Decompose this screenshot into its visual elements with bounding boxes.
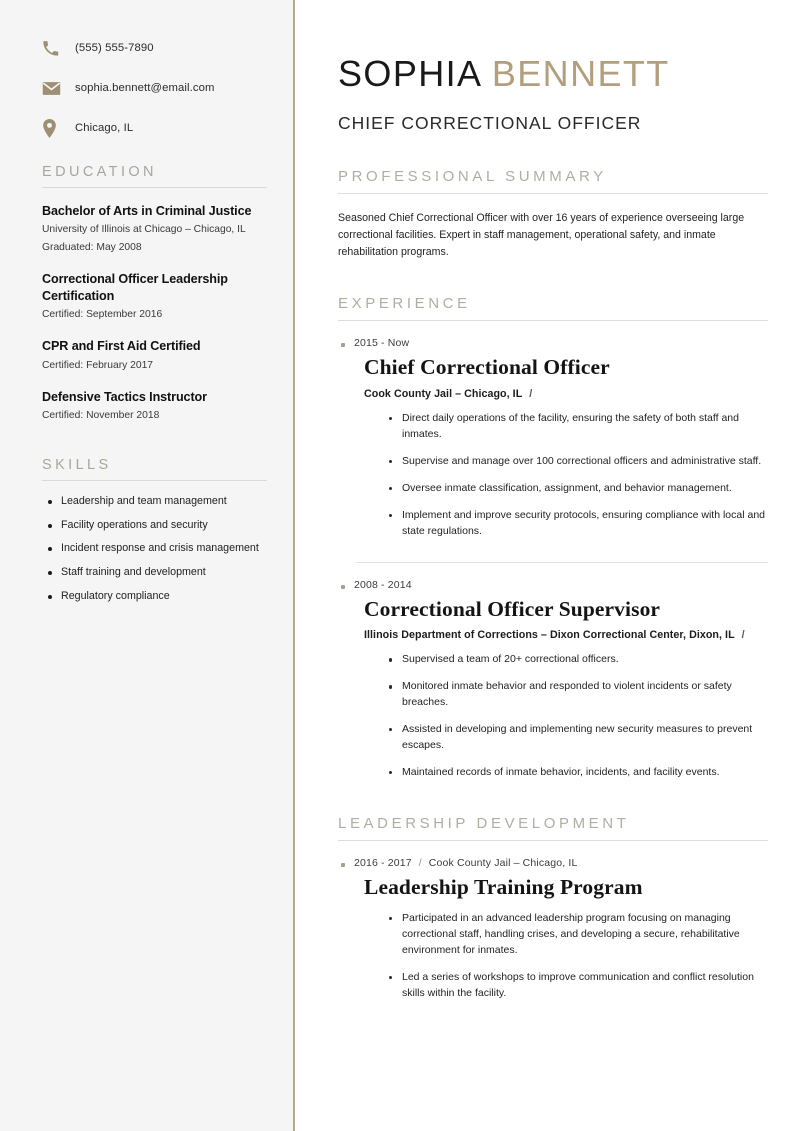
- education-date: Certified: November 2018: [42, 410, 160, 422]
- education-date: Certified: February 2017: [42, 359, 154, 371]
- contact-email-text: sophia.bennett@email.com: [75, 81, 215, 94]
- skill-item: Incident response and crisis management: [61, 542, 267, 556]
- phone-icon: [42, 40, 64, 57]
- contact-phone-text: (555) 555-7890: [75, 41, 154, 54]
- professional-summary-text: Seasoned Chief Correctional Officer with over 16 years of experience overseeing large correctional facilities. Expert in staff management, operational safety, and inmate rehabilitation programs.: [338, 211, 745, 259]
- experience-dates: [338, 579, 768, 591]
- experience-company-slash: /: [529, 387, 533, 400]
- contact-phone: [42, 38, 267, 58]
- experience-dates-text: 2008 - 2014: [354, 578, 412, 591]
- leadership-development-heading: LEADERSHIP DEVELOPMENT: [338, 815, 768, 841]
- professional-summary-heading: PROFESSIONAL SUMMARY: [338, 168, 768, 194]
- experience-heading: EXPERIENCE: [338, 295, 768, 321]
- first-name: SOPHIA: [338, 53, 481, 94]
- skill-item: Staff training and development: [61, 566, 267, 580]
- experience-entry: [338, 337, 768, 539]
- bullet-item: Maintained records of inmate behavior, incidents, and facility events.: [402, 765, 768, 781]
- experience-dates-text: 2015 - Now: [354, 337, 410, 350]
- bullet-item: Supervised a team of 20+ correctional officers.: [402, 652, 768, 668]
- leadership-bullets: [338, 911, 768, 1002]
- experience-role: Correctional Officer Supervisor: [364, 596, 661, 621]
- contact-location-text: Chicago, IL: [75, 121, 134, 134]
- leadership-role: Leadership Training Program: [364, 875, 643, 900]
- bullet-item: Implement and improve security protocols, ensuring compliance with local and state regulations.: [402, 508, 768, 540]
- experience-company: [364, 388, 768, 400]
- experience-role: Chief Correctional Officer: [364, 355, 610, 380]
- education-date: Certified: September 2016: [42, 308, 163, 320]
- bullet-item: Assisted in developing and implementing new security measures to prevent escapes.: [402, 722, 768, 754]
- contact-email: [42, 78, 267, 98]
- education-item: [42, 203, 267, 254]
- contact-list: [42, 38, 267, 138]
- last-name: BENNETT: [491, 53, 670, 94]
- skills-list: [42, 495, 267, 603]
- education-list: [42, 203, 267, 423]
- sidebar: [0, 0, 295, 1131]
- experience-bullets: [338, 411, 768, 540]
- experience-company: [364, 629, 768, 641]
- experience-company-text: Cook County Jail – Chicago, IL: [364, 387, 523, 400]
- bullet-item: Led a series of workshops to improve communication and conflict resolution skills within the facility.: [402, 970, 768, 1002]
- bullet-item: Oversee inmate classification, assignment, and behavior management.: [402, 481, 768, 497]
- bullet-item: Monitored inmate behavior and responded to violent incidents or safety breaches.: [402, 679, 768, 711]
- bullet-item: Participated in an advanced leadership program focusing on managing correctional staff, handling crises, and developing a secure, rehabilitative environment for inmates.: [402, 911, 768, 959]
- contact-location: [42, 118, 267, 138]
- experience-company-slash: /: [741, 629, 745, 642]
- leadership-entry: [338, 857, 768, 1001]
- education-item: [42, 271, 267, 321]
- education-school: University of Illinois at Chicago – Chicago, IL: [42, 224, 246, 236]
- experience-entry: [338, 579, 768, 781]
- bullet-item: Direct daily operations of the facility, ensuring the safety of both staff and inmates.: [402, 411, 768, 443]
- education-item: [42, 389, 267, 423]
- education-title: Defensive Tactics Instructor: [42, 390, 207, 405]
- leadership-dates-text: 2016 - 2017: [354, 857, 412, 870]
- skills-heading: SKILLS: [42, 457, 267, 481]
- page-title: [338, 55, 768, 93]
- section-leadership-development: [338, 815, 768, 1001]
- skill-item: Leadership and team management: [61, 495, 267, 509]
- envelope-icon: [42, 81, 64, 96]
- section-experience: [338, 295, 768, 781]
- leadership-date-separator: /: [418, 857, 422, 870]
- experience-dates: [338, 337, 768, 349]
- bullet-item: Supervise and manage over 100 correctional officers and administrative staff.: [402, 454, 768, 470]
- education-title: Bachelor of Arts in Criminal Justice: [42, 204, 252, 218]
- main-content: [295, 0, 800, 1131]
- education-date: Graduated: May 2008: [42, 241, 142, 253]
- education-heading: EDUCATION: [42, 164, 267, 188]
- location-pin-icon: [42, 119, 64, 138]
- leadership-dates: [338, 857, 768, 869]
- entry-divider: [356, 562, 768, 563]
- section-professional-summary: [338, 168, 768, 261]
- experience-company-text: Illinois Department of Corrections – Dixon Correctional Center, Dixon, IL: [364, 629, 735, 642]
- education-item: [42, 338, 267, 372]
- leadership-location: Cook County Jail – Chicago, IL: [428, 857, 578, 870]
- education-title: CPR and First Aid Certified: [42, 339, 201, 354]
- experience-bullets: [338, 652, 768, 781]
- skill-item: Facility operations and security: [61, 519, 267, 533]
- job-title: CHIEF CORRECTIONAL OFFICER: [338, 112, 642, 133]
- skill-item: Regulatory compliance: [61, 590, 267, 604]
- education-title: Correctional Officer Leadership Certification: [42, 272, 228, 303]
